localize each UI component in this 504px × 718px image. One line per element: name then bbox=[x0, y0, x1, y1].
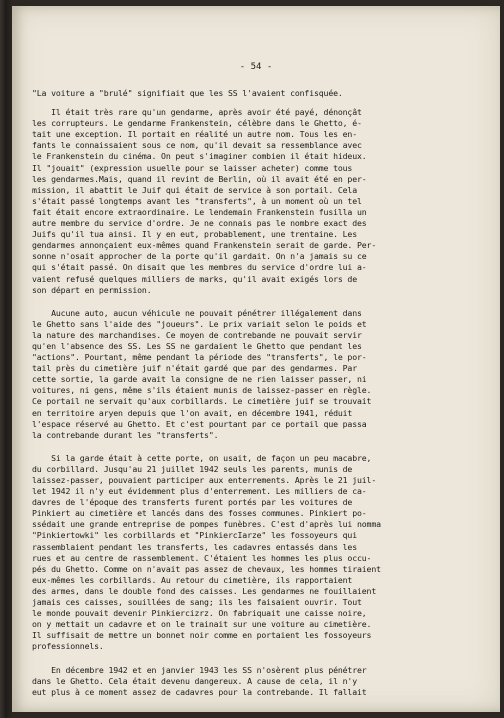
text-line: fants le connaissaient sous ce nom, qu'il devait sa ressemblance avec bbox=[32, 140, 362, 151]
text-line: la nature des marchandises. Ce moyen de contrebande ne pouvait servir bbox=[32, 329, 362, 340]
text-line: s'était passé longtemps avant les "transferts", à un moment où un tel bbox=[32, 195, 362, 206]
text-line: le monde pouvait devenir Pinkiercizrz. On fabriquait une caisse noire, bbox=[32, 608, 367, 619]
text-line: fait était encore extraordinaire. Le lendemain Frankenstein fusilla un bbox=[32, 206, 367, 217]
text-line: les gendarmes.Mais, quand il revint de Berlin, où il avait été en per- bbox=[32, 173, 367, 184]
text-line: voitures, ni gens, même s'ils étaient munis de laissez-passer en règle. bbox=[32, 385, 372, 396]
text-line: son départ en permission. bbox=[32, 284, 152, 295]
text-line: rues et au centre de rassemblement. C'étaient les hommes les plus occu- bbox=[32, 552, 372, 563]
text-line: Il était très rare qu'un gendarme, après avoir été payé, dénonçât bbox=[32, 107, 362, 118]
text-line: professionnels. bbox=[32, 641, 104, 652]
paragraph bbox=[32, 107, 494, 296]
text-line: Si la garde était à cette porte, on usait, de façon un peu macabre, bbox=[32, 452, 372, 463]
text-line: eut plus à ce moment assez de cadavres pour la contrebande. Il fallait bbox=[32, 686, 367, 697]
text-line: Il "jouait" (expression usuelle pour se laisser acheter) comme tous bbox=[32, 162, 353, 173]
document-body bbox=[32, 88, 494, 710]
text-line: En décembre 1942 et en janvier 1943 les SS n'osèrent plus pénétrer bbox=[32, 664, 367, 675]
text-line: les corrupteurs. Le gendarme Frankenstein, célèbre dans le Ghetto, é- bbox=[32, 118, 362, 129]
text-line: Ce portail ne servait qu'aux corbillards. Le cimetière juif se trouvait bbox=[32, 396, 372, 407]
text-line: "Pinkiertowki" les corbillards et "PinkiercIarze" les fossoyeurs qui bbox=[32, 530, 357, 541]
text-line: le Frankenstein du cinéma. On peut s'imaginer combien il était hideux. bbox=[32, 151, 367, 162]
page-number: - 54 - bbox=[239, 62, 273, 72]
text-line: du corbillard. Jusqu'au 21 juillet 1942 seuls les parents, munis de bbox=[32, 463, 353, 474]
text-line: la contrebande durant les "transferts". bbox=[32, 429, 219, 440]
text-line: jamais ces caisses, souillées de sang; ils les faisaient ouvrir. Tout bbox=[32, 597, 362, 608]
text-line: pés du Ghetto. Comme on n'avait pas assez de chevaux, les hommes tiraient bbox=[32, 563, 381, 574]
text-line: eux-mêmes les corbillards. Au retour du cimetière, ils rapportaient bbox=[32, 574, 353, 585]
text-line: rassemblaient pendant les transferts, les cadavres entassés dans les bbox=[32, 541, 357, 552]
text-line: Juifs qu'il tua ainsi. Il y en eut, probablement, une trentaine. Les bbox=[32, 229, 357, 240]
text-line: des armes, dans le double fond des caisses. Les gendarmes ne fouillaient bbox=[32, 585, 377, 596]
text-line: "La voiture a "brulé" signifiait que les SS l'avaient confisquée. bbox=[32, 88, 343, 98]
text-line: le Ghetto sans l'aide des "joueurs". Le prix variait selon le poids et bbox=[32, 318, 367, 329]
text-line: "actions". Pourtant, même pendant la période des "transferts", le por- bbox=[32, 352, 367, 363]
text-line: autre membre du service d'ordre. Je ne connais pas le nombre exact des bbox=[32, 218, 367, 229]
text-line: Il suffisait de mettre un bonnet noir comme en portaient les fossoyeurs bbox=[32, 630, 372, 641]
paragraph bbox=[32, 88, 494, 99]
text-line: let 1942 il n'y eut évidemment plus d'enterrement. Les milliers de ca- bbox=[32, 486, 367, 497]
text-line: en territoire aryen depuis que l'on avait, en décembre 1941, réduit bbox=[32, 407, 353, 418]
text-line: dans le Ghetto. Cela était devenu dangereux. A cause de cela, il n'y bbox=[32, 675, 357, 686]
text-line: ssédait une grande entreprise de pompes funèbres. C'est d'après lui nomma bbox=[32, 519, 381, 530]
text-line: tail près du cimetière juif n'était gardé que par des gendarmes. Par bbox=[32, 363, 357, 374]
text-line: davres de l'époque des transferts furent portés par les voitures de bbox=[32, 497, 353, 508]
text-line: laissez-passer, pouvaient participer aux enterrements. Après le 21 juil- bbox=[32, 475, 377, 485]
text-line: sonne n'osait approcher de la porte qu'il gardait. On n'a jamais su ce bbox=[32, 251, 367, 262]
text-line: Pinkiert au cimetière et lancés dans des fosses communes. Pinkiert po- bbox=[32, 508, 367, 519]
paragraph bbox=[32, 453, 494, 653]
paragraph bbox=[32, 308, 494, 441]
text-line: mission, il abattit le Juif qui était de service à son portail. Cela bbox=[32, 184, 357, 195]
text-line: vaient refusé quelques milliers de marks, qu'il avait exigés lors de bbox=[32, 273, 357, 284]
text-line: gendarmes annonçaient eux-mêmes quand Frankenstein serait de garde. Per- bbox=[32, 240, 377, 251]
text-line: cette sortie, la garde avait la consigne de ne rien laisser passer, ni bbox=[32, 374, 367, 385]
text-line: qui s'était passé. On disait que les membres du service d'ordre lui a- bbox=[32, 262, 367, 273]
text-line: qu'en l'absence des SS. Les SS ne gardaient le Ghetto que pendant les bbox=[32, 340, 362, 351]
text-line: on y mettait un cadavre et on le trainait sur une voiture au cimetière. bbox=[32, 619, 372, 630]
text-line: tait une exception. Il portait en réalité un autre nom. Tous les en- bbox=[32, 129, 357, 140]
paragraph bbox=[32, 665, 494, 698]
text-line: l'espace réservé au Ghetto. Et c'est pourtant par ce portail que passa bbox=[32, 418, 367, 429]
document-page bbox=[12, 6, 500, 712]
text-line: Aucune auto, aucun véhicule ne pouvait pénétrer illégalement dans bbox=[32, 307, 362, 318]
